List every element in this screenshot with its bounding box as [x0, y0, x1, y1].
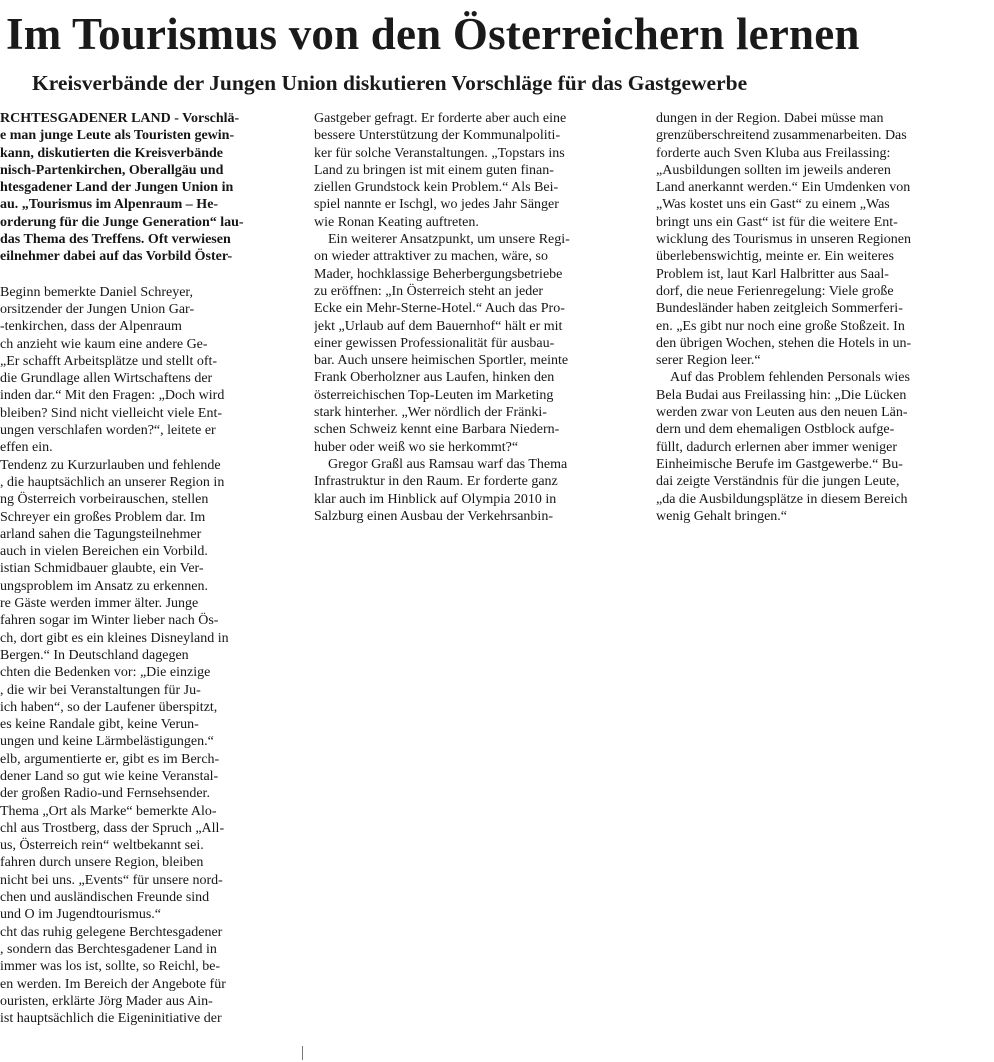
article-column-2 [314, 110, 640, 540]
text-line: , die wir bei Veranstaltungen für Ju- [0, 682, 201, 698]
text-line: chl aus Trostberg, dass der Spruch „All- [0, 820, 225, 836]
text-line: „Was kostet uns ein Gast“ zu einem „Was [656, 197, 890, 213]
text-line: bleiben? Sind nicht vielleicht viele Ent- [0, 405, 222, 421]
text-line: ouristen, erklärte Jörg Mader aus Ain- [0, 993, 213, 1009]
text-line: en werden. Im Bereich der Angebote für [0, 976, 226, 992]
text-line: stark hinterher. „Wer nördlich der Fränki- [314, 405, 547, 421]
text-line: österreichischen Top-Leuten im Marketing [314, 387, 554, 403]
text-line: RCHTESGADENER LAND - Vorschlä- [0, 111, 240, 126]
text-line: es keine Randale gibt, keine Verun- [0, 717, 199, 733]
text-line: Salzburg einen Ausbau der Verkehrsanbin- [314, 508, 553, 524]
text-line: us, Österreich rein“ weltbekannt sei. [0, 838, 204, 854]
text-line: dungen in der Region. Dabei müsse man [656, 111, 884, 126]
text-line: effen ein. [0, 440, 53, 456]
text-line: Schreyer ein großes Problem dar. Im [0, 509, 206, 525]
text-line: forderte auch Sven Kluba aus Freilassing: [656, 145, 891, 161]
text-line: nisch-Partenkirchen, Oberallgäu und [0, 162, 224, 178]
text-line: e man junge Leute als Touristen gewin- [0, 128, 235, 144]
text-line: wenig Gehalt bringen.“ [656, 508, 788, 524]
text-line: ch, dort gibt es ein kleines Disneyland in [0, 630, 229, 646]
text-line: „Ausbildungen sollten im jeweils anderen [656, 162, 891, 178]
text-line: der großen Radio-und Fernsehsender. [0, 786, 210, 802]
text-line: Frank Oberholzner aus Laufen, hinken den [314, 370, 555, 386]
text-line: „da die Ausbildungsplätze in diesem Bereich [656, 491, 908, 507]
text-line: ungen und keine Lärmbelästigungen.“ [0, 734, 214, 750]
text-line: Problem ist, laut Karl Halbritter aus Saal- [656, 266, 889, 282]
text-line: nicht bei uns. „Events“ für unsere nord- [0, 872, 223, 888]
text-line: dorf, die neue Ferienregelung: Viele große [656, 283, 894, 299]
text-line: Land zu bringen ist mit einem guten finan- [314, 162, 554, 178]
text-line: Auf das Problem fehlenden Personals wies [670, 370, 910, 386]
text-line: überlebenswichtig, meinte er. Ein weiteres [656, 249, 894, 265]
text-line: au. „Tourismus im Alpenraum – He- [0, 197, 219, 213]
text-line: Bela Budai aus Freilassing hin: „Die Lücken [656, 387, 907, 403]
text-line: en. „Es gibt nur noch eine große Stoßzeit. In [656, 318, 905, 334]
text-line: Mader, hochklassige Beherbergungsbetriebe [314, 266, 563, 282]
article-column-3 [656, 110, 986, 540]
text-line: das Thema des Treffens. Oft verwiesen [0, 232, 231, 248]
text-line: jekt „Urlaub auf dem Bauernhof“ hält er mit [314, 318, 563, 334]
text-line: füllt, dadurch erlernen aber immer weniger [656, 439, 898, 455]
text-line: arland sahen die Tagungsteilnehmer [0, 526, 202, 542]
article-paragraph [0, 284, 296, 457]
article-paragraph [0, 924, 296, 1028]
article-paragraph [0, 457, 296, 924]
text-line: fahren sogar im Winter lieber nach Ös- [0, 613, 219, 629]
column-rule [302, 1046, 311, 1060]
text-line: on wieder attraktiver zu machen, wäre, so [314, 249, 549, 265]
text-line: schen Schweiz kennt eine Barbara Niedern- [314, 422, 560, 438]
text-line: grenzüberschreitend zusammenarbeiten. Das [656, 128, 907, 144]
article-paragraph [314, 110, 640, 231]
text-line: werden zwar von Leuten aus den neuen Län- [656, 405, 908, 421]
article-subheadline: Kreisverbände der Jungen Union diskutieren Vorschläge für das Gastgewerbe [32, 71, 748, 95]
text-line: immer was los ist, sollte, so Reichl, be- [0, 959, 221, 975]
text-line: Beginn bemerkte Daniel Schreyer, [0, 284, 194, 300]
text-line: Gregor Graßl aus Ramsau warf das Thema [328, 456, 568, 472]
text-line: und O im Jugendtourismus.“ [0, 907, 161, 923]
text-line: re Gäste werden immer älter. Junge [0, 596, 199, 612]
text-line: chten die Bedenken vor: „Die einzige [0, 665, 211, 681]
article-paragraph [314, 231, 640, 456]
text-line: ist hauptsächlich die Eigeninitiative der [0, 1011, 222, 1027]
text-line: ich haben“, so der Laufener überspitzt, [0, 699, 218, 715]
text-line: Einheimische Berufe im Gastgewerbe.“ Bu- [656, 456, 903, 472]
text-line: -tenkirchen, dass der Alpenraum [0, 319, 182, 335]
text-line: inden dar.“ Mit den Fragen: „Doch wird [0, 388, 225, 404]
text-line: ziellen Grundstock kein Problem.“ Als Bei- [314, 180, 559, 196]
paragraph-gap [0, 266, 296, 284]
text-line: auch in vielen Bereichen ein Vorbild. [0, 544, 208, 560]
text-line: den übrigen Wochen, stehen die Hotels in un- [656, 335, 912, 351]
text-line: ker für solche Veranstaltungen. „Topstars ins [314, 145, 565, 161]
text-line: chen und ausländischen Freunde sind [0, 890, 210, 906]
text-line: , die hauptsächlich an unserer Region in [0, 474, 225, 490]
text-line: dai zeigte Verständnis für die jungen Leute, [656, 474, 900, 490]
text-line: Ecke ein Mehr-Sterne-Hotel.“ Auch das Pro- [314, 301, 565, 317]
text-line: ungen verschlafen worden?“, leitete er [0, 423, 216, 439]
text-line: fahren durch unsere Region, bleiben [0, 855, 204, 871]
text-line: Bergen.“ In Deutschland dagegen [0, 647, 189, 663]
text-line: einer gewissen Professionalität für ausbau- [314, 335, 555, 351]
text-line: „Er schafft Arbeitsplätze und stellt oft- [0, 353, 218, 369]
text-line: dern und dem ehemaligen Ostblock aufge- [656, 422, 895, 438]
article-paragraph [656, 110, 986, 369]
text-line: zu eröffnen: „In Österreich steht an jeder [314, 283, 544, 299]
text-line: klar auch im Hinblick auf Olympia 2010 in [314, 491, 557, 507]
text-line: huber oder weiß wo sie herkommt?“ [314, 439, 519, 455]
text-line: Tendenz zu Kurzurlauben und fehlende [0, 457, 221, 473]
text-line: elb, argumentierte er, gibt es im Berch- [0, 751, 220, 767]
text-line: wicklung des Tourismus in unseren Regionen [656, 232, 912, 248]
text-line: bar. Auch unsere heimischen Sportler, meinte [314, 353, 569, 369]
text-line: Bundesländer haben zeitgleich Sommerferi- [656, 301, 903, 317]
text-line: ch anzieht wie kaum eine andere Ge- [0, 336, 208, 352]
text-line: orderung für die Junge Generation“ lau- [0, 214, 244, 230]
text-line: kann, diskutierten die Kreisverbände [0, 145, 223, 161]
text-line: istian Schmidbauer glaubte, ein Ver- [0, 561, 204, 577]
article-paragraph [656, 369, 986, 525]
text-line: ng Österreich vorbeirauschen, stellen [0, 492, 209, 508]
text-line: wie Ronan Keating auftreten. [314, 214, 479, 230]
text-line: bringt uns ein Gast“ ist für die weitere Ent- [656, 214, 898, 230]
article-column-1 [0, 110, 296, 1060]
article-headline: Im Tourismus von den Österreichern lernen [6, 9, 860, 59]
text-line: bessere Unterstützung der Kommunalpoliti- [314, 128, 561, 144]
text-line: Gastgeber gefragt. Er forderte aber auch eine [314, 111, 567, 126]
text-line: Infrastruktur in den Raum. Er forderte ganz [314, 474, 558, 490]
article-paragraph [0, 110, 296, 266]
text-line: Thema „Ort als Marke“ bemerkte Alo- [0, 803, 217, 819]
text-line: htesgadener Land der Jungen Union in [0, 180, 234, 196]
text-line: ungsproblem im Ansatz zu erkennen. [0, 578, 209, 594]
text-line: spiel nannte er Ischgl, wo jedes Jahr Sänger [314, 197, 559, 213]
text-line: Land anerkannt werden.“ Ein Umdenken von [656, 180, 911, 196]
text-line: dener Land so gut wie keine Veranstal- [0, 768, 219, 784]
text-line: eilnehmer dabei auf das Vorbild Öster- [0, 249, 233, 265]
article-paragraph [314, 456, 640, 525]
text-line: die Grundlage allen Wirtschaftens der [0, 371, 213, 387]
text-line: serer Region leer.“ [656, 353, 761, 369]
text-line: cht das ruhig gelegene Berchtesgadener [0, 924, 223, 940]
text-line: orsitzender der Jungen Union Gar- [0, 301, 195, 317]
text-line: , sondern das Berchtesgadener Land in [0, 941, 217, 957]
text-line: Ein weiterer Ansatzpunkt, um unsere Regi- [328, 232, 570, 248]
